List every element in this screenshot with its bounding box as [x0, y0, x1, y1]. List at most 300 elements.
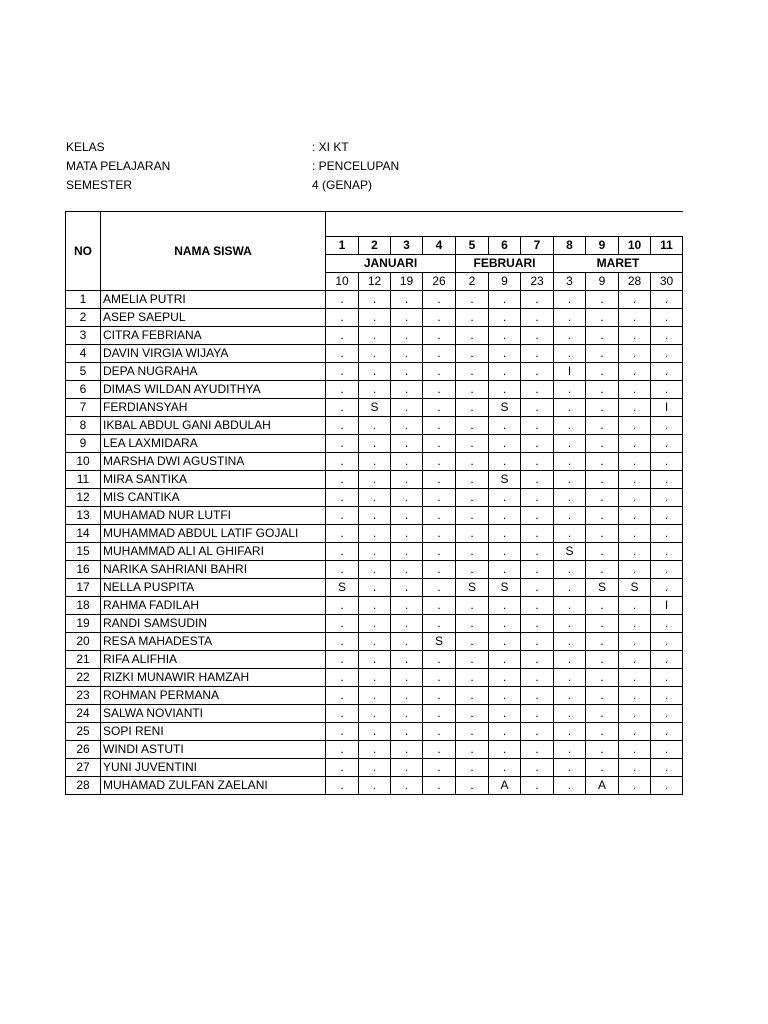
row-number: 8	[66, 417, 101, 435]
attendance-mark: .	[359, 597, 391, 615]
row-number: 14	[66, 525, 101, 543]
attendance-mark: .	[456, 633, 489, 651]
attendance-mark: .	[359, 669, 391, 687]
attendance-mark: .	[651, 345, 683, 363]
attendance-mark: .	[359, 543, 391, 561]
attendance-mark: .	[554, 687, 586, 705]
attendance-mark: .	[619, 561, 651, 579]
attendance-mark: .	[359, 471, 391, 489]
attendance-mark: .	[423, 381, 456, 399]
attendance-mark: .	[619, 525, 651, 543]
row-number: 3	[66, 327, 101, 345]
attendance-mark: .	[586, 363, 619, 381]
attendance-mark: .	[359, 345, 391, 363]
info-value: 4 (GENAP)	[312, 178, 373, 192]
date-label: 23	[521, 273, 554, 291]
student-name: ROHMAN PERMANA	[101, 687, 326, 705]
attendance-mark: S	[489, 399, 521, 417]
attendance-mark: .	[619, 759, 651, 777]
student-name: DAVIN VIRGIA WIJAYA	[101, 345, 326, 363]
attendance-mark: .	[326, 723, 359, 741]
attendance-mark: .	[359, 777, 391, 795]
table-row	[66, 327, 683, 345]
attendance-mark: S	[554, 543, 586, 561]
attendance-mark: .	[326, 489, 359, 507]
attendance-mark: .	[359, 363, 391, 381]
month-label: MARET	[554, 255, 683, 273]
attendance-mark: S	[456, 579, 489, 597]
attendance-mark: .	[489, 597, 521, 615]
month-label: JANUARI	[326, 255, 456, 273]
attendance-mark: .	[619, 381, 651, 399]
attendance-mark: .	[423, 669, 456, 687]
attendance-mark: .	[456, 687, 489, 705]
row-number: 1	[66, 291, 101, 309]
row-number: 19	[66, 615, 101, 633]
attendance-mark: .	[326, 669, 359, 687]
attendance-mark: .	[619, 417, 651, 435]
info-value: : PENCELUPAN	[312, 159, 400, 173]
attendance-mark: .	[391, 687, 423, 705]
attendance-mark: .	[391, 453, 423, 471]
table-row	[66, 633, 683, 651]
attendance-mark: .	[619, 471, 651, 489]
attendance-mark: .	[456, 543, 489, 561]
attendance-mark: .	[521, 561, 554, 579]
meeting-number: 1	[326, 237, 359, 255]
attendance-mark: .	[359, 741, 391, 759]
attendance-mark: .	[554, 489, 586, 507]
attendance-mark: .	[651, 561, 683, 579]
attendance-mark: .	[489, 705, 521, 723]
student-name: LEA LAXMIDARA	[101, 435, 326, 453]
row-number: 24	[66, 705, 101, 723]
attendance-mark: .	[651, 723, 683, 741]
attendance-mark: .	[586, 669, 619, 687]
attendance-mark: .	[521, 777, 554, 795]
attendance-mark: S	[619, 579, 651, 597]
attendance-mark: .	[489, 759, 521, 777]
no-header: NO	[66, 212, 101, 291]
attendance-mark: .	[391, 309, 423, 327]
row-number: 15	[66, 543, 101, 561]
table-row	[66, 453, 683, 471]
meeting-number: 4	[423, 237, 456, 255]
date-label: 9	[489, 273, 521, 291]
attendance-mark: .	[489, 345, 521, 363]
row-number: 9	[66, 435, 101, 453]
attendance-mark: .	[359, 759, 391, 777]
attendance-mark: .	[586, 741, 619, 759]
attendance-mark: .	[391, 633, 423, 651]
attendance-mark: .	[391, 615, 423, 633]
attendance-mark: .	[521, 471, 554, 489]
attendance-mark: .	[619, 327, 651, 345]
attendance-mark: .	[554, 669, 586, 687]
attendance-mark: .	[554, 345, 586, 363]
meeting-number: 7	[521, 237, 554, 255]
attendance-mark: .	[586, 291, 619, 309]
student-name: MUHAMAD ZULFAN ZAELANI	[101, 777, 326, 795]
attendance-mark: .	[456, 453, 489, 471]
attendance-mark: .	[619, 453, 651, 471]
attendance-mark: .	[391, 741, 423, 759]
table-row	[66, 435, 683, 453]
attendance-mark: .	[359, 525, 391, 543]
info-row-semester	[66, 176, 466, 195]
attendance-mark: .	[489, 687, 521, 705]
attendance-mark: .	[554, 579, 586, 597]
attendance-mark: .	[521, 489, 554, 507]
header-blank-cell	[326, 212, 683, 237]
attendance-mark: .	[359, 651, 391, 669]
attendance-mark: .	[651, 291, 683, 309]
attendance-mark: .	[326, 525, 359, 543]
date-label: 30	[651, 273, 683, 291]
name-header: NAMA SISWA	[101, 212, 326, 291]
attendance-mark: .	[489, 669, 521, 687]
attendance-mark: .	[391, 399, 423, 417]
attendance-mark: .	[423, 345, 456, 363]
attendance-mark: .	[456, 615, 489, 633]
attendance-mark: .	[456, 363, 489, 381]
attendance-mark: .	[489, 561, 521, 579]
student-name: NELLA PUSPITA	[101, 579, 326, 597]
attendance-mark: .	[456, 417, 489, 435]
attendance-mark: .	[456, 327, 489, 345]
attendance-mark: .	[456, 309, 489, 327]
attendance-mark: .	[489, 363, 521, 381]
table-row	[66, 417, 683, 435]
attendance-mark: .	[391, 525, 423, 543]
attendance-mark: .	[489, 633, 521, 651]
attendance-mark: S	[586, 579, 619, 597]
attendance-mark: .	[456, 345, 489, 363]
attendance-mark: .	[423, 507, 456, 525]
attendance-mark: .	[586, 327, 619, 345]
attendance-mark: .	[586, 687, 619, 705]
attendance-mark: .	[619, 399, 651, 417]
attendance-mark: .	[651, 525, 683, 543]
attendance-mark: .	[554, 597, 586, 615]
attendance-mark: .	[326, 453, 359, 471]
attendance-mark: .	[521, 687, 554, 705]
row-number: 22	[66, 669, 101, 687]
row-number: 6	[66, 381, 101, 399]
attendance-mark: .	[489, 435, 521, 453]
row-number: 4	[66, 345, 101, 363]
table-header	[66, 212, 683, 291]
attendance-mark: .	[423, 543, 456, 561]
table-row	[66, 489, 683, 507]
meeting-number: 5	[456, 237, 489, 255]
attendance-mark: .	[651, 705, 683, 723]
attendance-mark: .	[456, 561, 489, 579]
attendance-mark: .	[391, 543, 423, 561]
attendance-mark: .	[326, 597, 359, 615]
attendance-mark: .	[391, 669, 423, 687]
row-number: 18	[66, 597, 101, 615]
attendance-mark: .	[619, 687, 651, 705]
row-number: 25	[66, 723, 101, 741]
row-number: 26	[66, 741, 101, 759]
attendance-mark: .	[521, 543, 554, 561]
attendance-mark: .	[423, 327, 456, 345]
attendance-mark: .	[359, 723, 391, 741]
attendance-mark: .	[521, 453, 554, 471]
attendance-mark: .	[326, 633, 359, 651]
attendance-mark: .	[651, 381, 683, 399]
attendance-mark: .	[326, 381, 359, 399]
attendance-mark: .	[423, 723, 456, 741]
attendance-mark: .	[554, 759, 586, 777]
attendance-mark: .	[489, 309, 521, 327]
table-row	[66, 291, 683, 309]
attendance-mark: .	[586, 489, 619, 507]
attendance-mark: .	[326, 345, 359, 363]
attendance-mark: .	[391, 345, 423, 363]
info-label: SEMESTER	[66, 178, 133, 192]
attendance-mark: .	[521, 525, 554, 543]
student-name: MUHAMAD NUR LUTFI	[101, 507, 326, 525]
row-number: 21	[66, 651, 101, 669]
attendance-mark: .	[521, 579, 554, 597]
attendance-mark: .	[619, 345, 651, 363]
attendance-mark: .	[423, 309, 456, 327]
attendance-mark: .	[554, 309, 586, 327]
row-number: 27	[66, 759, 101, 777]
attendance-mark: .	[619, 723, 651, 741]
attendance-mark: .	[391, 417, 423, 435]
attendance-mark: .	[651, 507, 683, 525]
student-name: SOPI RENI	[101, 723, 326, 741]
attendance-mark: .	[489, 615, 521, 633]
attendance-mark: .	[489, 489, 521, 507]
attendance-mark: .	[651, 777, 683, 795]
attendance-mark: .	[586, 615, 619, 633]
table-row	[66, 363, 683, 381]
attendance-mark: .	[326, 741, 359, 759]
student-name: MUHAMMAD ABDUL LATIF GOJALI	[101, 525, 326, 543]
row-number: 11	[66, 471, 101, 489]
attendance-mark: .	[326, 777, 359, 795]
attendance-mark: .	[326, 651, 359, 669]
attendance-mark: .	[456, 597, 489, 615]
row-number: 20	[66, 633, 101, 651]
attendance-mark: .	[554, 399, 586, 417]
attendance-mark: .	[651, 417, 683, 435]
attendance-mark: .	[554, 777, 586, 795]
student-name: IKBAL ABDUL GANI ABDULAH	[101, 417, 326, 435]
attendance-mark: .	[456, 507, 489, 525]
attendance-mark: .	[521, 759, 554, 777]
attendance-mark: .	[423, 471, 456, 489]
attendance-mark: .	[456, 435, 489, 453]
attendance-mark: .	[554, 615, 586, 633]
attendance-mark: .	[554, 561, 586, 579]
attendance-mark: .	[554, 525, 586, 543]
meeting-number: 10	[619, 237, 651, 255]
row-number: 12	[66, 489, 101, 507]
attendance-mark: .	[489, 507, 521, 525]
attendance-mark: .	[456, 489, 489, 507]
attendance-mark: I	[651, 597, 683, 615]
attendance-mark: .	[554, 705, 586, 723]
attendance-mark: .	[586, 723, 619, 741]
attendance-mark: .	[359, 309, 391, 327]
info-label: KELAS	[66, 140, 105, 154]
date-label: 19	[391, 273, 423, 291]
attendance-mark: .	[489, 651, 521, 669]
meeting-number: 3	[391, 237, 423, 255]
student-name: AMELIA PUTRI	[101, 291, 326, 309]
attendance-mark: .	[391, 597, 423, 615]
student-name: FERDIANSYAH	[101, 399, 326, 417]
attendance-mark: .	[521, 633, 554, 651]
attendance-mark: .	[423, 489, 456, 507]
attendance-mark: .	[359, 489, 391, 507]
table-row	[66, 507, 683, 525]
attendance-mark: .	[651, 327, 683, 345]
row-number: 13	[66, 507, 101, 525]
attendance-mark: .	[554, 507, 586, 525]
table-row	[66, 759, 683, 777]
attendance-mark: .	[489, 327, 521, 345]
attendance-mark: .	[391, 363, 423, 381]
attendance-mark: .	[554, 741, 586, 759]
attendance-mark: .	[586, 471, 619, 489]
attendance-mark: .	[651, 471, 683, 489]
table-row	[66, 777, 683, 795]
student-name: SALWA NOVIANTI	[101, 705, 326, 723]
attendance-mark: .	[619, 507, 651, 525]
attendance-mark: .	[456, 291, 489, 309]
attendance-mark: S	[489, 471, 521, 489]
attendance-mark: .	[489, 291, 521, 309]
attendance-mark: .	[521, 615, 554, 633]
attendance-mark: .	[651, 309, 683, 327]
student-name: WINDI ASTUTI	[101, 741, 326, 759]
attendance-mark: .	[359, 705, 391, 723]
attendance-mark: .	[489, 525, 521, 543]
attendance-mark: .	[359, 633, 391, 651]
attendance-mark: I	[554, 363, 586, 381]
attendance-mark: .	[456, 525, 489, 543]
attendance-mark: .	[423, 561, 456, 579]
attendance-mark: .	[619, 435, 651, 453]
attendance-mark: .	[359, 579, 391, 597]
table-row	[66, 579, 683, 597]
attendance-mark: .	[359, 507, 391, 525]
attendance-mark: .	[456, 471, 489, 489]
attendance-mark: S	[423, 633, 456, 651]
student-name: MIS CANTIKA	[101, 489, 326, 507]
attendance-mark: .	[651, 435, 683, 453]
class-info	[66, 138, 466, 195]
attendance-mark: .	[651, 363, 683, 381]
info-row-mata-pelajaran	[66, 157, 466, 176]
attendance-mark: .	[521, 327, 554, 345]
table-row	[66, 345, 683, 363]
table-row	[66, 651, 683, 669]
attendance-mark: .	[619, 705, 651, 723]
attendance-mark: .	[489, 543, 521, 561]
date-label: 10	[326, 273, 359, 291]
attendance-mark: .	[521, 435, 554, 453]
attendance-mark: .	[391, 327, 423, 345]
attendance-mark: .	[554, 435, 586, 453]
attendance-mark: .	[359, 417, 391, 435]
attendance-mark: .	[619, 543, 651, 561]
attendance-mark: .	[554, 471, 586, 489]
attendance-mark: .	[423, 291, 456, 309]
student-name: MUHAMMAD ALI AL GHIFARI	[101, 543, 326, 561]
attendance-mark: .	[586, 597, 619, 615]
attendance-mark: .	[359, 291, 391, 309]
attendance-mark: .	[586, 525, 619, 543]
attendance-mark: .	[326, 687, 359, 705]
row-number: 10	[66, 453, 101, 471]
attendance-mark: .	[619, 615, 651, 633]
attendance-mark: .	[651, 489, 683, 507]
attendance-mark: .	[326, 327, 359, 345]
attendance-mark: .	[521, 417, 554, 435]
student-name: RIFA ALIFHIA	[101, 651, 326, 669]
row-number: 16	[66, 561, 101, 579]
attendance-mark: .	[586, 705, 619, 723]
attendance-mark: .	[619, 489, 651, 507]
attendance-mark: .	[489, 381, 521, 399]
attendance-mark: .	[423, 399, 456, 417]
attendance-mark: .	[423, 417, 456, 435]
attendance-mark: .	[521, 723, 554, 741]
attendance-mark: .	[391, 651, 423, 669]
attendance-table	[65, 211, 683, 795]
meeting-number: 8	[554, 237, 586, 255]
attendance-mark: .	[619, 651, 651, 669]
meeting-number: 2	[359, 237, 391, 255]
student-name: RESA MAHADESTA	[101, 633, 326, 651]
date-label: 28	[619, 273, 651, 291]
info-label: MATA PELAJARAN	[66, 159, 171, 173]
attendance-mark: .	[359, 327, 391, 345]
attendance-mark: .	[586, 381, 619, 399]
attendance-mark: S	[489, 579, 521, 597]
attendance-mark: .	[586, 435, 619, 453]
attendance-mark: .	[554, 453, 586, 471]
table-row	[66, 723, 683, 741]
student-name: CITRA FEBRIANA	[101, 327, 326, 345]
attendance-mark: .	[521, 705, 554, 723]
attendance-mark: .	[391, 777, 423, 795]
attendance-mark: .	[326, 561, 359, 579]
attendance-mark: .	[554, 381, 586, 399]
attendance-mark: .	[326, 399, 359, 417]
table-row	[66, 543, 683, 561]
date-label: 2	[456, 273, 489, 291]
attendance-mark: .	[456, 723, 489, 741]
attendance-mark: .	[651, 579, 683, 597]
attendance-mark: .	[554, 723, 586, 741]
attendance-mark: .	[456, 777, 489, 795]
row-number: 23	[66, 687, 101, 705]
table-row	[66, 705, 683, 723]
attendance-mark: .	[423, 741, 456, 759]
date-label: 26	[423, 273, 456, 291]
student-name: RANDI SAMSUDIN	[101, 615, 326, 633]
attendance-mark: .	[326, 507, 359, 525]
attendance-mark: A	[489, 777, 521, 795]
